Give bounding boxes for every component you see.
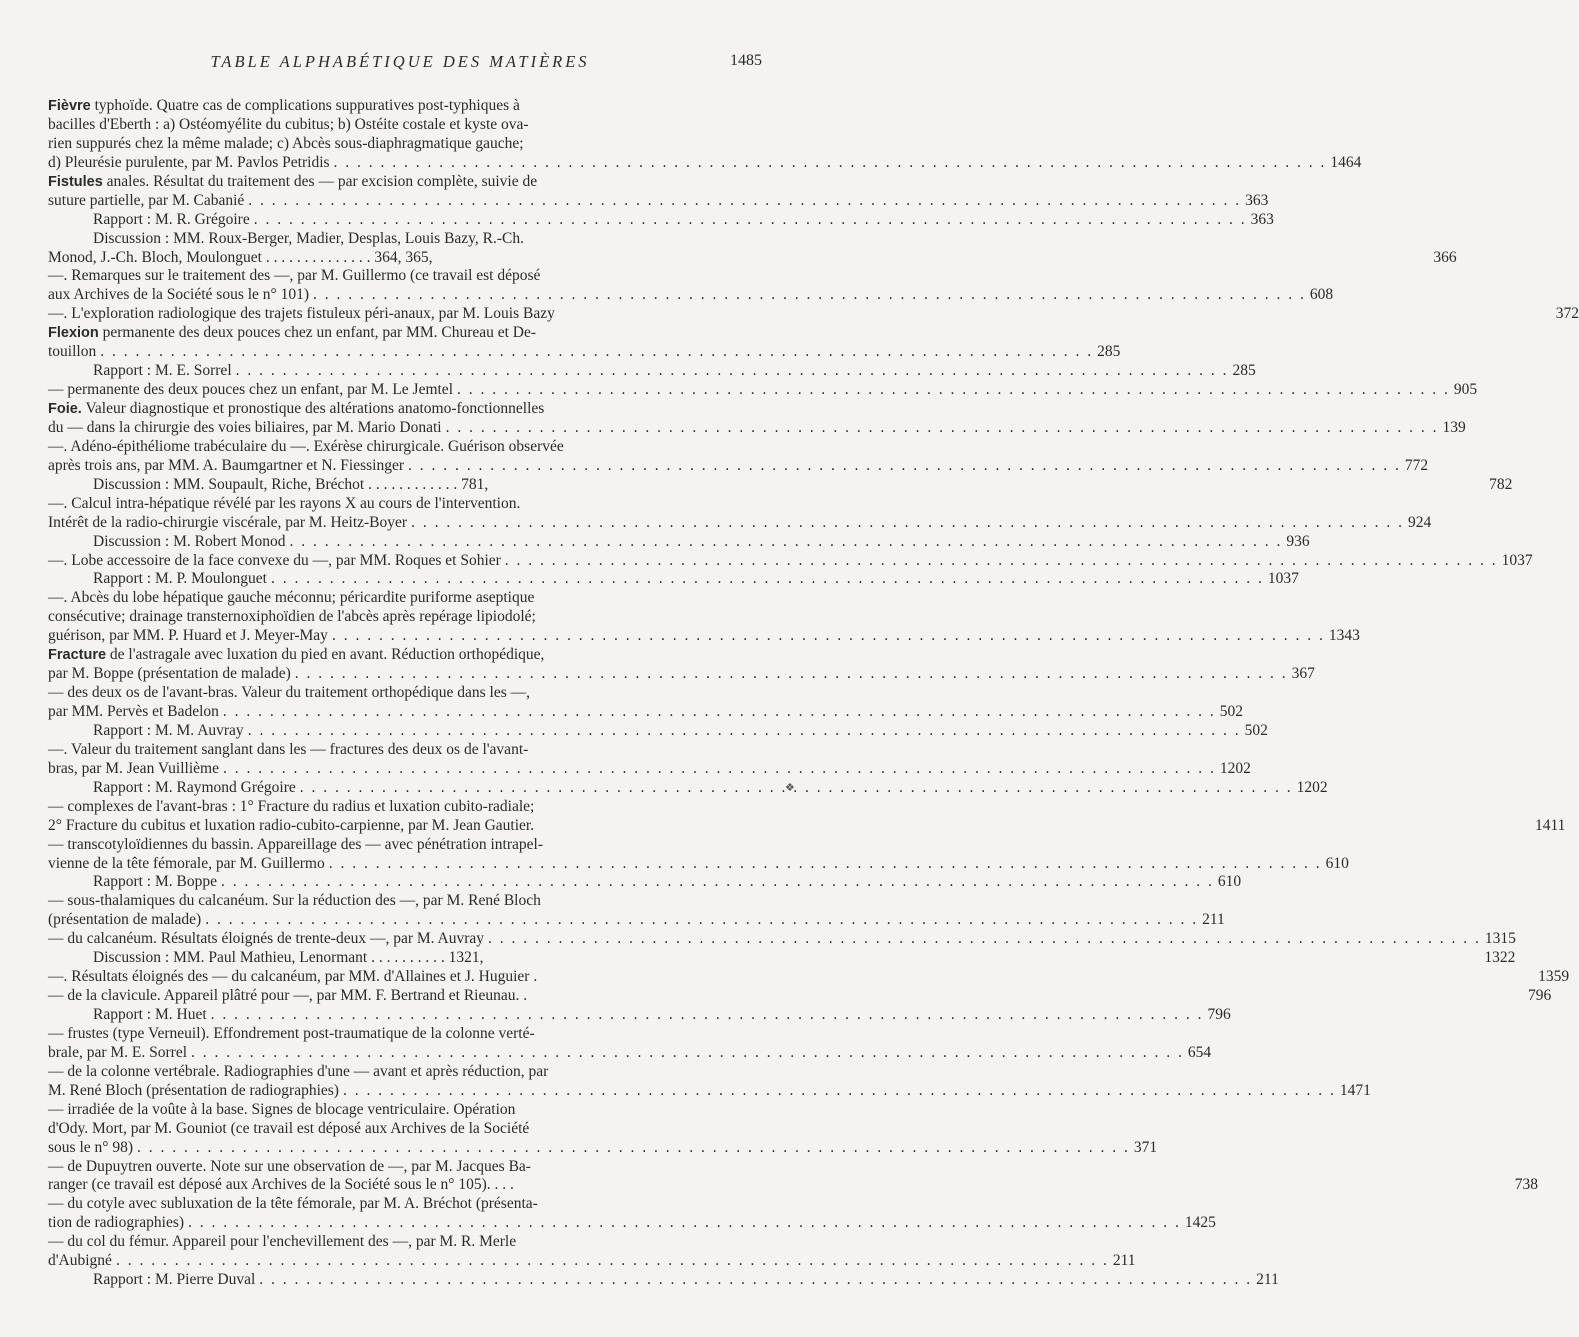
page-reference: 1359 [1538, 968, 1570, 986]
index-heading-word: Fracture [48, 647, 107, 664]
index-line-body: brale, par M. E. Sorrel [48, 1043, 188, 1061]
margin-mark-icon: ❖ [785, 782, 795, 794]
index-line-text [48, 684, 530, 703]
leader-dots [187, 1044, 1188, 1063]
page-reference: 1464 [1330, 153, 1362, 171]
index-line-text [48, 855, 325, 874]
page-reference: 782 [1489, 475, 1513, 493]
index-line-body: 2° Fracture du cubitus et luxation radio-cubito-carpienne, par M. Jean Gautier. [48, 816, 535, 834]
index-line-text [48, 305, 555, 324]
page-reference: 610 [1217, 873, 1242, 891]
index-line-body: consécutive; drainage transternoxiphoïdien de l'abcès après repérage lipiodolé; [48, 608, 536, 626]
leader-dots [133, 1139, 1134, 1158]
index-line [48, 646, 754, 665]
page-reference: 796 [1528, 987, 1552, 1005]
index-heading-word: Fistules [48, 173, 103, 190]
index-line-text [48, 1025, 535, 1044]
index-line [48, 381, 1478, 400]
index-line-text [48, 1044, 187, 1063]
index-line-body: bras, par M. Jean Vuillième [48, 759, 219, 777]
index-line-body: d'Aubigné [48, 1252, 112, 1270]
index-line [48, 324, 754, 343]
index-line [48, 721, 1268, 741]
index-line-body: — de la colonne vertébrale. Radiographies d'une — avant et après réduction, par [48, 1062, 549, 1080]
index-line-text [48, 570, 267, 589]
page-reference: 1343 [1328, 627, 1360, 645]
page-reference: 1425 [1184, 1214, 1216, 1232]
index-line-text [48, 324, 536, 343]
index-heading-word: Flexion [48, 325, 99, 342]
page-reference: 367 [1291, 665, 1315, 683]
index-line-text [48, 116, 529, 135]
index-line-body: Monod, J.-Ch. Bloch, Moulonguet . . . . . . . . . . . . . . 364, 365, [48, 248, 433, 266]
page-reference: 211 [1112, 1252, 1136, 1270]
index-line-body: par MM. Pervès et Badelon [48, 703, 219, 720]
index-line-text [48, 381, 453, 400]
index-line-body: du — dans la chirurgie des voies biliaires, par M. Mario Donati [48, 418, 442, 436]
page-reference: 1037 [1267, 570, 1299, 588]
page-reference: 1322 [1484, 949, 1516, 967]
index-line-text [48, 968, 537, 987]
index-line [48, 362, 1256, 381]
index-line-body: —. L'exploration radiologique des trajets fistuleux péri-anaux, par M. Louis Bazy [48, 305, 555, 323]
index-line-body: — permanente des deux pouces chez un enfant, par M. Le Jemtel [48, 381, 453, 399]
index-line [48, 97, 754, 116]
leader-dots [244, 192, 1245, 211]
index-line-text [48, 873, 217, 892]
leader-dots [442, 419, 1443, 438]
index-line-body: d'Ody. Mort, par M. Gouniot (ce travail est déposé aux Archives de la Société [48, 1119, 530, 1137]
page-reference: 936 [1286, 532, 1310, 550]
index-line [48, 570, 1299, 589]
page-reference: 139 [1442, 418, 1466, 436]
index-line-body: d) Pleurésie purulente, par M. Pavlos Petridis [48, 153, 330, 171]
page-reference: 363 [1245, 191, 1269, 209]
index-line-text [48, 419, 442, 438]
index-line [48, 1025, 754, 1044]
index-line [48, 627, 1360, 646]
index-line-body: touillon [48, 343, 97, 361]
index-heading-word: Fièvre [48, 98, 91, 114]
leader-dots [267, 570, 1268, 589]
index-line-text [48, 211, 250, 230]
index-line [48, 230, 754, 249]
index-line-body: vienne de la tête fémorale, par M. Guillermo [48, 854, 325, 872]
index-line-body: anales. Résultat du traitement des — par excision complète, suivie de [102, 172, 538, 190]
index-line-text [48, 722, 244, 741]
index-line-text [48, 608, 536, 627]
index-line-body: Rapport : M. R. Grégoire [93, 210, 250, 228]
leader-dots [232, 362, 1233, 381]
index-line [48, 210, 1274, 230]
index-line-body: — frustes (type Verneuil). Effondrement post-traumatique de la colonne verté- [48, 1024, 535, 1042]
index-line-text [48, 476, 488, 495]
page-reference: 1315 [1484, 930, 1516, 948]
index-line [48, 438, 754, 457]
index-line-text [48, 836, 543, 855]
index-line-body: Rapport : M. M. Auvray [93, 721, 244, 739]
index-heading-word: Foie. [48, 401, 82, 417]
index-line-text [48, 987, 527, 1006]
index-line-text [48, 1271, 255, 1290]
index-line-body: (présentation de malade) [48, 911, 202, 929]
index-line-body: Rapport : M. Raymond Grégoire [93, 778, 296, 796]
index-entries [48, 97, 1579, 1290]
index-line [48, 1138, 1158, 1158]
index-line [48, 741, 754, 760]
index-line-body: — irradiée de la voûte à la base. Signes de blocage ventriculaire. Opération [48, 1100, 516, 1118]
page-reference: 285 [1097, 343, 1121, 361]
page-reference: 1037 [1501, 551, 1533, 569]
index-line [48, 400, 754, 419]
index-line-body: —. Résultats éloignés des — du calcanéum, par MM. d'Allaines et J. Huguier . [48, 968, 538, 986]
leader-dots [291, 665, 1292, 684]
index-line [48, 495, 754, 514]
index-line [48, 267, 754, 286]
index-line-body: Discussion : MM. Roux-Berger, Madier, Desplas, Louis Bazy, R.-Ch. [93, 229, 524, 247]
index-line [48, 135, 754, 154]
page-reference: 924 [1407, 513, 1432, 531]
index-line-body: guérison, par MM. P. Huard et J. Meyer-May [48, 627, 328, 645]
index-line-text [48, 438, 564, 457]
index-line-body: — des deux os de l'avant-bras. Valeur du traitement orthopédique dans les —, [48, 684, 531, 702]
page-reference: 610 [1325, 854, 1349, 872]
index-line-body: —. Lobe accessoire de la face convexe du —, par MM. Roques et Sohier [48, 551, 501, 569]
index-line-text [48, 798, 534, 817]
page-reference: 502 [1219, 703, 1244, 720]
page-reference: 1202 [1219, 759, 1251, 777]
leader-dots [339, 1082, 1340, 1101]
index-line-text [48, 230, 524, 249]
index-line-body: Rapport : M. Huet [93, 1006, 207, 1023]
index-line [48, 892, 754, 911]
index-line-text [48, 1214, 184, 1233]
index-line [48, 873, 1242, 892]
page-reference: 608 [1309, 286, 1334, 304]
index-line-text [48, 97, 520, 116]
index-line-body: Discussion : MM. Soupault, Riche, Bréchot . . . . . . . . . . . . 781, [93, 475, 489, 493]
index-line [48, 153, 1362, 173]
index-line-text [48, 192, 244, 211]
index-line [48, 684, 754, 703]
index-line-body: sous le n° 98) [48, 1138, 133, 1156]
index-line [48, 911, 1225, 930]
index-line-body: — du cotyle avec subluxation de la tête fémorale, par M. A. Bréchot (présenta- [48, 1195, 538, 1213]
index-line [48, 987, 1552, 1006]
leader-dots [407, 514, 1408, 533]
index-line-text [48, 154, 330, 173]
index-line-text [48, 1139, 133, 1158]
index-line [48, 1271, 1279, 1290]
index-line-body: — complexes de l'avant-bras : 1° Fracture du radius et luxation cubito-radiale; [48, 797, 535, 815]
index-line [48, 703, 1244, 722]
index-line [48, 1120, 754, 1139]
index-line-body: suture partielle, par M. Cabanié [48, 191, 245, 209]
index-line-text [48, 1120, 529, 1139]
index-line-text [48, 817, 534, 836]
page-reference: 211 [1256, 1271, 1279, 1289]
index-line [48, 1101, 754, 1120]
leader-dots [404, 457, 1405, 476]
page-reference: 211 [1202, 911, 1225, 929]
leader-dots [207, 1006, 1208, 1025]
page-reference: 366 [1433, 248, 1457, 266]
index-line-text [48, 1252, 112, 1271]
index-line-text [48, 760, 219, 779]
index-line [48, 1043, 1212, 1063]
index-line-body: Rapport : M. P. Moulonguet [93, 570, 267, 588]
index-line [48, 475, 1513, 495]
index-line [48, 798, 754, 817]
page-reference: 371 [1133, 1138, 1158, 1156]
page-reference: 363 [1250, 210, 1274, 228]
index-line-body: —. Calcul intra-hépatique révélé par les rayons X au cours de l'intervention. [48, 494, 521, 512]
leader-dots [250, 211, 1251, 230]
index-line-body: — du calcanéum. Résultats éloignés de trente-deux —, par M. Auvray [48, 930, 485, 948]
index-line [48, 286, 1334, 305]
index-line-body: M. René Bloch (présentation de radiographies) [48, 1081, 339, 1099]
index-line [48, 418, 1466, 438]
index-line-text [48, 703, 219, 722]
index-line-text [48, 1006, 207, 1025]
index-line [48, 968, 1570, 987]
leader-dots [219, 703, 1220, 722]
index-line [48, 532, 1310, 552]
index-line-body: Discussion : M. Robert Monod [93, 532, 286, 550]
index-line-body: Discussion : MM. Paul Mathieu, Lenormant . . . . . . . . . . 1321, [93, 949, 484, 967]
index-line-body: permanente des deux pouces chez un enfant, par MM. Chureau et De- [98, 324, 537, 342]
index-line-body: bacilles d'Eberth : a) Ostéomyélite du cubitus; b) Ostéite costale et kyste ova- [48, 115, 529, 133]
index-line [48, 1233, 754, 1252]
index-line-body: Intérêt de la radio-chirurgie viscérale, par M. Heitz-Boyer [48, 513, 408, 531]
index-line [48, 551, 1533, 571]
index-line [48, 1063, 754, 1082]
running-header [0, 52, 800, 78]
index-line-body: — de Dupuytren ouverte. Note sur une observation de —, par M. Jacques Ba- [48, 1157, 531, 1175]
leader-dots [184, 1214, 1185, 1233]
index-line-body: par M. Boppe (présentation de malade) [48, 665, 291, 683]
leader-dots [255, 1271, 1256, 1290]
index-line-text [48, 249, 433, 268]
index-line-text [48, 911, 201, 930]
index-line-text [48, 1195, 538, 1214]
index-line [48, 1195, 754, 1214]
leader-dots [330, 154, 1331, 173]
page-reference: 654 [1187, 1043, 1212, 1061]
index-line-text [48, 665, 291, 684]
index-line-text [48, 741, 528, 760]
index-line-body: — du col du fémur. Appareil pour l'enchevillement des —, par M. R. Merle [48, 1233, 517, 1251]
index-line-text [48, 267, 540, 286]
leader-dots [484, 930, 1485, 949]
index-line-body: aux Archives de la Société sous le n° 101) [48, 286, 310, 304]
page-reference: 285 [1232, 362, 1256, 380]
index-line-text [48, 533, 285, 552]
index-line [48, 836, 754, 855]
index-line [48, 1006, 1231, 1025]
page-reference: 1202 [1296, 778, 1328, 796]
page-reference: 772 [1404, 456, 1429, 474]
index-line-body: typhoïde. Quatre cas de complications suppuratives post-typhiques à [90, 97, 520, 114]
leader-dots [96, 343, 1097, 362]
index-line-text [48, 589, 534, 608]
index-line-text [48, 343, 96, 362]
index-line [48, 854, 1349, 874]
index-line-text [48, 135, 524, 154]
index-line-body: Valeur diagnostique et pronostique des altérations anatomo-fonctionnelles [81, 400, 545, 417]
index-line-text [48, 1233, 516, 1252]
index-line-text [48, 362, 232, 381]
index-line-text [48, 892, 541, 911]
index-line-text [48, 173, 537, 192]
index-line-text [48, 457, 404, 476]
index-line-text [48, 495, 520, 514]
index-line [48, 1176, 1539, 1195]
index-line-body: —. Remarques sur le traitement des —, par M. Guillermo (ce travail est déposé [48, 267, 541, 285]
index-line-text [48, 627, 328, 646]
index-line [48, 343, 1121, 362]
page-reference: 738 [1514, 1176, 1539, 1194]
index-line [48, 1252, 1136, 1271]
index-line [48, 759, 1251, 779]
index-line-text [48, 514, 407, 533]
leader-dots [501, 552, 1502, 571]
index-line [48, 608, 754, 627]
index-line [48, 173, 754, 192]
index-line-body: — transcotyloïdiennes du bassin. Appareillage des — avec pénétration intrapel- [48, 835, 543, 853]
index-line [48, 778, 1328, 798]
index-line-body: — de la clavicule. Appareil plâtré pour —, par MM. F. Bertrand et Rieunau. . [48, 987, 528, 1005]
index-line-body: —. Valeur du traitement sanglant dans les — fractures des deux os de l'avant- [48, 740, 529, 758]
leader-dots [296, 779, 1297, 798]
index-line [48, 191, 1269, 211]
index-line [48, 513, 1432, 533]
index-line-body: ranger (ce travail est déposé aux Archives de la Société sous le n° 105). . . . [48, 1176, 514, 1194]
index-line-text [48, 646, 544, 665]
index-line-body: Rapport : M. E. Sorrel [93, 362, 232, 380]
index-line [48, 1158, 754, 1177]
index-line [48, 589, 754, 608]
page-reference: 502 [1244, 721, 1268, 739]
index-line-text [48, 1176, 514, 1195]
page-reference: 372 [1555, 305, 1579, 323]
index-line [48, 116, 754, 135]
leader-dots [285, 533, 1286, 552]
index-line-body: —. Abcès du lobe hépatique gauche méconnu; péricardite puriforme aseptique [48, 589, 535, 607]
page-title: TABLE ALPHABÉTIQUE DES MATIÈRES [210, 52, 590, 71]
page-reference: 796 [1207, 1006, 1231, 1023]
index-line [48, 1214, 1216, 1233]
index-line-body: —. Adéno-épithéliome trabéculaire du —. Exérèse chirurgicale. Guérison observée [48, 437, 564, 455]
leader-dots [453, 381, 1454, 400]
index-line [48, 816, 1566, 836]
index-line-body: — sous-thalamiques du calcanéum. Sur la réduction des —, par M. René Bloch [48, 892, 541, 910]
index-line [48, 305, 1579, 324]
index-line [48, 1081, 1371, 1101]
leader-dots [217, 873, 1218, 892]
index-line [48, 456, 1429, 476]
leader-dots [219, 760, 1220, 779]
index-line-body: rien suppurés chez la même malade; c) Abcès sous-diaphragmatique gauche; [48, 134, 524, 152]
index-line-text [48, 949, 484, 968]
index-line-body: après trois ans, par MM. A. Baumgartner et N. Fiessinger [48, 456, 405, 474]
index-line-text [48, 1101, 515, 1120]
index-line [48, 949, 1516, 968]
index-line-body: Rapport : M. Pierre Duval [93, 1271, 256, 1289]
leader-dots [325, 855, 1326, 874]
leader-dots [244, 722, 1245, 741]
index-line [48, 248, 1457, 268]
index-line-text [48, 552, 501, 571]
index-line-text [48, 1063, 548, 1082]
index-line-body: tion de radiographies) [48, 1214, 185, 1232]
index-line-text [48, 1158, 531, 1177]
index-line-body: Rapport : M. Boppe [93, 873, 217, 891]
index-line [48, 665, 1315, 684]
page-reference: 1471 [1339, 1081, 1371, 1099]
index-line [48, 930, 1516, 949]
index-line-text [48, 286, 309, 305]
page-number: 1485 [730, 52, 762, 69]
index-line-text [48, 1082, 339, 1101]
page-reference: 905 [1453, 381, 1478, 399]
page-reference: 1411 [1534, 816, 1566, 834]
leader-dots [201, 911, 1202, 930]
index-line-text [48, 779, 296, 798]
leader-dots [112, 1252, 1113, 1271]
index-line-text [48, 930, 484, 949]
index-line-body: de l'astragale avec luxation du pied en avant. Réduction orthopédique, [106, 646, 545, 664]
leader-dots [328, 627, 1329, 646]
leader-dots [309, 286, 1310, 305]
index-line-text [48, 400, 544, 419]
